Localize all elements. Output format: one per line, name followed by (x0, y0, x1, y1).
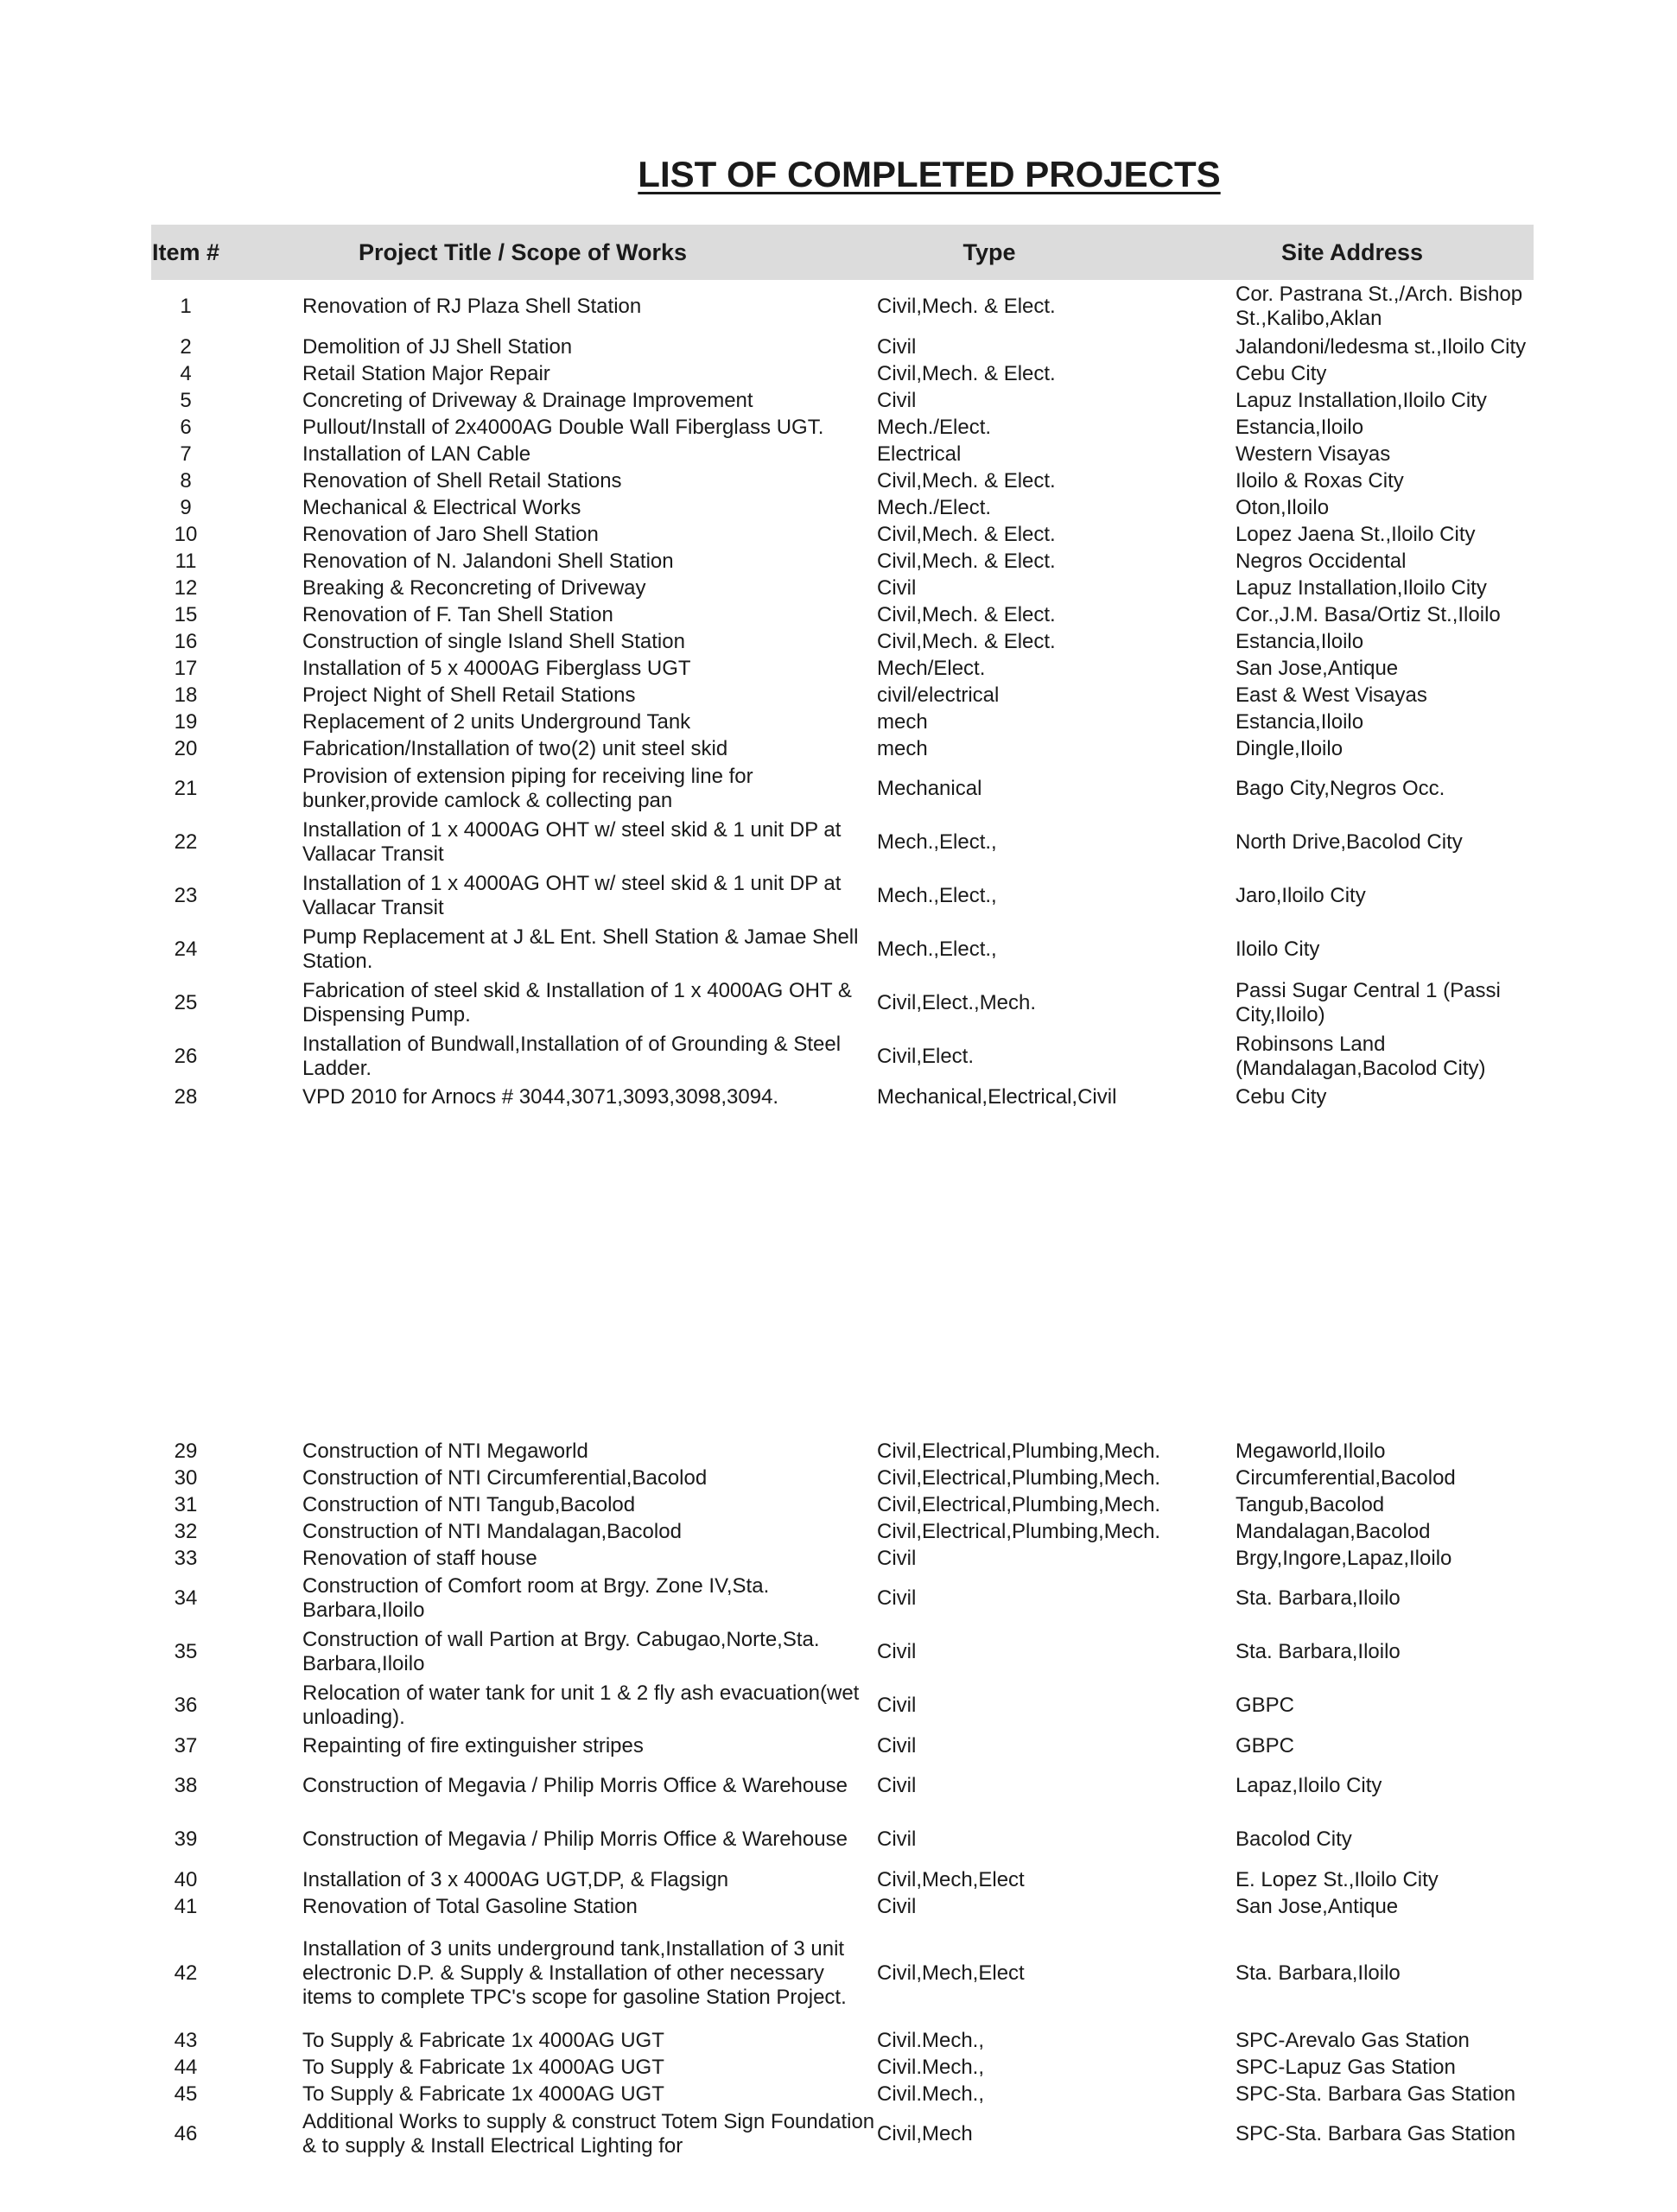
site-address: Lapuz Installation,Iloilo City (1236, 388, 1487, 412)
item-number: 41 (174, 1894, 198, 1918)
table-row (151, 1465, 1534, 1491)
site-address: Megaworld,Iloilo (1236, 1439, 1386, 1463)
project-type: Civil (877, 575, 917, 600)
site-address: Circumferential,Bacolod (1236, 1465, 1456, 1490)
project-title: Replacement of 2 units Underground Tank (302, 709, 691, 734)
project-title: Provision of extension piping for receiving line for bunker,provide camlock & collecting pan (302, 765, 753, 812)
project-type: Civil (877, 1546, 917, 1570)
item-number: 22 (174, 830, 198, 854)
site-address: San Jose,Antique (1236, 656, 1399, 680)
project-title: Construction of NTI Megaworld (302, 1439, 588, 1463)
table-row (151, 575, 1534, 601)
table-row (151, 548, 1534, 575)
item-number: 40 (174, 1867, 198, 1891)
project-type: Mechanical,Electrical,Civil (877, 1084, 1117, 1109)
item-number: 10 (174, 522, 198, 546)
item-number: 21 (174, 777, 198, 800)
item-number: 46 (174, 2122, 198, 2145)
project-title: Fabrication/Installation of two(2) unit steel skid (302, 736, 728, 760)
site-address: Western Visayas (1236, 442, 1391, 466)
table-row (151, 655, 1534, 682)
project-type: Mech./Elect. (877, 415, 992, 439)
table-row (151, 467, 1534, 494)
project-type: Civil,Electrical,Plumbing,Mech. (877, 1519, 1161, 1543)
item-number: 24 (174, 938, 198, 961)
item-number: 38 (174, 1774, 198, 1797)
project-type: Civil (877, 1586, 917, 1610)
project-type: Civil (877, 1894, 917, 1918)
project-type: Civil,Mech. & Elect. (877, 295, 1056, 318)
project-title: Renovation of staff house (302, 1546, 537, 1570)
table-row (151, 1759, 1534, 1813)
site-address: Bacolod City (1236, 1827, 1352, 1851)
table-row (151, 976, 1534, 1030)
project-type: Civil (877, 334, 917, 359)
table-row (151, 628, 1534, 655)
item-number: 23 (174, 884, 198, 907)
item-number: 4 (180, 361, 192, 385)
table-row (151, 1732, 1534, 1759)
site-address: Jaro,Iloilo City (1236, 884, 1366, 907)
site-address: Negros Occidental (1236, 549, 1407, 573)
project-type: Civil,Mech. & Elect. (877, 549, 1056, 573)
item-number: 1 (180, 295, 192, 318)
project-type: Civil.Mech., (877, 2028, 985, 2052)
project-type: Mech./Elect. (877, 495, 992, 519)
site-address: SPC-Lapuz Gas Station (1236, 2055, 1456, 2079)
project-title: Renovation of N. Jalandoni Shell Station (302, 549, 674, 573)
project-title: Additional Works to supply & construct Totem Sign Foundation & to supply & Install Electrical Lighting for (302, 2110, 875, 2158)
item-number: 31 (174, 1492, 198, 1516)
table-row (151, 334, 1534, 360)
project-type: Civil,Electrical,Plumbing,Mech. (877, 1439, 1161, 1463)
project-title: Renovation of Shell Retail Stations (302, 468, 622, 493)
site-address: Tangub,Bacolod (1236, 1492, 1385, 1516)
table-row (151, 762, 1534, 816)
project-type: Mech.,Elect., (877, 938, 997, 961)
site-address: Dingle,Iloilo (1236, 736, 1344, 760)
item-number: 45 (174, 2082, 198, 2106)
table-row (151, 1679, 1534, 1732)
project-type: Civil,Mech. & Elect. (877, 522, 1056, 546)
site-address: Iloilo & Roxas City (1236, 468, 1404, 493)
table-row (151, 1920, 1534, 2027)
item-number: 17 (174, 656, 198, 680)
item-number: 33 (174, 1546, 198, 1570)
site-address: E. Lopez St.,Iloilo City (1236, 1867, 1439, 1891)
project-type: Civil,Mech (877, 2122, 973, 2145)
project-title: Renovation of RJ Plaza Shell Station (302, 295, 642, 318)
table-row (151, 1084, 1534, 1110)
project-type: Civil,Mech,Elect (877, 1961, 1025, 1985)
project-type: Civil,Mech,Elect (877, 1867, 1025, 1891)
project-title: Installation of 3 units underground tank,Installation of 3 unit electronic D.P. & Supply & Installation of other necessary items to complete TPC's scope for gasoline Station Project. (302, 1937, 847, 2009)
item-number: 30 (174, 1465, 198, 1490)
project-title: Concreting of Driveway & Drainage Improvement (302, 388, 753, 412)
table-row (151, 2027, 1534, 2054)
project-title: Repainting of fire extinguisher stripes (302, 1733, 644, 1758)
site-address: Estancia,Iloilo (1236, 629, 1364, 653)
project-type: Civil,Mech. & Elect. (877, 361, 1056, 385)
project-type: Electrical (877, 442, 962, 466)
item-number: 32 (174, 1519, 198, 1543)
project-title: Retail Station Major Repair (302, 361, 550, 385)
site-address: Sta. Barbara,Iloilo (1236, 1961, 1401, 1985)
project-type: Civil (877, 1640, 917, 1663)
item-number: 8 (180, 468, 192, 493)
table-row (151, 1438, 1534, 1465)
table-row (151, 414, 1534, 441)
site-address: Jalandoni/ledesma st.,Iloilo City (1236, 334, 1527, 359)
site-address: Mandalagan,Bacolod (1236, 1519, 1431, 1543)
site-address: Lopez Jaena St.,Iloilo City (1236, 522, 1476, 546)
site-address: GBPC (1236, 1733, 1295, 1758)
item-number: 15 (174, 602, 198, 626)
table-row (151, 2081, 1534, 2107)
project-type: Civil (877, 1733, 917, 1758)
table-row (151, 1866, 1534, 1893)
page-title: LIST OF COMPLETED PROJECTS (638, 154, 1221, 194)
project-title: To Supply & Fabricate 1x 4000AG UGT (302, 2055, 664, 2079)
item-number: 11 (175, 549, 197, 573)
table-row (151, 869, 1534, 923)
table-row (151, 494, 1534, 521)
project-type: Civil.Mech., (877, 2082, 985, 2106)
site-address: Oton,Iloilo (1236, 495, 1330, 519)
project-title: Project Night of Shell Retail Stations (302, 683, 636, 707)
item-number: 26 (174, 1045, 198, 1068)
project-type: Civil,Electrical,Plumbing,Mech. (877, 1465, 1161, 1490)
table-row (151, 441, 1534, 467)
project-type: Civil,Electrical,Plumbing,Mech. (877, 1492, 1161, 1516)
project-type: Civil,Mech. & Elect. (877, 602, 1056, 626)
item-number: 44 (174, 2055, 198, 2079)
project-title: Installation of 5 x 4000AG Fiberglass UGT (302, 656, 691, 680)
site-address: SPC-Arevalo Gas Station (1236, 2028, 1470, 2052)
item-number: 39 (174, 1827, 198, 1851)
site-address: Cebu City (1236, 361, 1327, 385)
table-row (151, 735, 1534, 762)
table-row (151, 601, 1534, 628)
site-address: Sta. Barbara,Iloilo (1236, 1640, 1401, 1663)
project-title: Mechanical & Electrical Works (302, 495, 581, 519)
table-row (151, 1572, 1534, 1625)
project-title: Installation of Bundwall,Installation of of Grounding & Steel Ladder. (302, 1033, 842, 1080)
project-title: Relocation of water tank for unit 1 & 2 fly ash evacuation(wet unloading). (302, 1681, 860, 1729)
project-type: mech (877, 736, 928, 760)
project-title: Construction of Megavia / Philip Morris Office & Warehouse (302, 1827, 848, 1851)
project-title: Construction of wall Partion at Brgy. Cabugao,Norte,Sta. Barbara,Iloilo (302, 1628, 820, 1675)
site-address: SPC-Sta. Barbara Gas Station (1236, 2122, 1516, 2145)
site-address: Sta. Barbara,Iloilo (1236, 1586, 1401, 1610)
project-type: Civil,Elect. (877, 1045, 975, 1068)
item-number: 25 (174, 991, 198, 1014)
item-number: 37 (174, 1733, 198, 1758)
project-title: Construction of NTI Mandalagan,Bacolod (302, 1519, 682, 1543)
site-address: Lapaz,Iloilo City (1236, 1774, 1382, 1797)
item-number: 19 (174, 709, 198, 734)
site-address: East & West Visayas (1236, 683, 1427, 707)
table-row (151, 521, 1534, 548)
project-title: Installation of 3 x 4000AG UGT,DP, & Flagsign (302, 1867, 729, 1891)
table-row (151, 1030, 1534, 1084)
site-address: Cor.,J.M. Basa/Ortiz St.,Iloilo (1236, 602, 1501, 626)
item-number: 16 (174, 629, 198, 653)
item-number: 35 (174, 1640, 198, 1663)
project-title: To Supply & Fabricate 1x 4000AG UGT (302, 2028, 664, 2052)
project-type: civil/electrical (877, 683, 1000, 707)
table-row (151, 682, 1534, 709)
project-type: Civil (877, 1827, 917, 1851)
site-address: GBPC (1236, 1694, 1295, 1717)
site-address: North Drive,Bacolod City (1236, 830, 1463, 854)
table-row (151, 816, 1534, 869)
item-number: 28 (174, 1084, 198, 1109)
table-row (151, 2107, 1534, 2161)
project-title: Construction of NTI Circumferential,Bacolod (302, 1465, 708, 1490)
site-address: Cor. Pastrana St.,/Arch. Bishop St.,Kalibo,Aklan (1236, 283, 1523, 330)
table-row (151, 1518, 1534, 1545)
item-number: 12 (174, 575, 198, 600)
item-number: 42 (174, 1961, 198, 1985)
project-type: Mechanical (877, 777, 982, 800)
table-row (151, 709, 1534, 735)
item-number: 6 (180, 415, 192, 439)
table-row (151, 1491, 1534, 1518)
project-type: mech (877, 709, 928, 734)
project-title: To Supply & Fabricate 1x 4000AG UGT (302, 2082, 664, 2106)
item-number: 5 (180, 388, 192, 412)
item-number: 9 (180, 495, 192, 519)
item-number: 7 (180, 442, 192, 466)
project-type: Mech.,Elect., (877, 830, 997, 854)
project-type: Civil (877, 1694, 917, 1717)
project-title: Installation of 1 x 4000AG OHT w/ steel skid & 1 unit DP at Vallacar Transit (302, 818, 842, 866)
item-number: 34 (174, 1586, 198, 1610)
item-number: 20 (174, 736, 198, 760)
project-title: Renovation of F. Tan Shell Station (302, 602, 613, 626)
header-site-address: Site Address (1280, 238, 1424, 265)
project-type: Civil (877, 1774, 917, 1797)
project-title: Pump Replacement at J &L Ent. Shell Station & Jamae Shell Station. (302, 925, 859, 973)
table-row (151, 1625, 1534, 1679)
table-row (151, 1545, 1534, 1572)
project-table-part-2 (151, 1438, 1534, 2161)
header-type: Type (962, 238, 1016, 265)
site-address: SPC-Sta. Barbara Gas Station (1236, 2082, 1516, 2106)
project-type: Civil.Mech., (877, 2055, 985, 2079)
project-title: Installation of 1 x 4000AG OHT w/ steel skid & 1 unit DP at Vallacar Transit (302, 872, 842, 919)
table-header (151, 225, 1534, 280)
table-row (151, 280, 1534, 334)
item-number: 2 (180, 334, 192, 359)
site-address: Brgy,Ingore,Lapaz,Iloilo (1236, 1546, 1452, 1570)
project-type: Civil,Mech. & Elect. (877, 468, 1056, 493)
table-row (151, 360, 1534, 387)
project-type: Civil,Elect.,Mech. (877, 991, 1037, 1014)
header-project-title: Project Title / Scope of Works (358, 238, 688, 265)
project-title: Construction of NTI Tangub,Bacolod (302, 1492, 636, 1516)
item-number: 43 (174, 2028, 198, 2052)
table-row (151, 923, 1534, 976)
project-type: Mech.,Elect., (877, 884, 997, 907)
table-row (151, 1813, 1534, 1866)
project-type: Civil (877, 388, 917, 412)
project-title: Demolition of JJ Shell Station (302, 334, 573, 359)
site-address: Estancia,Iloilo (1236, 709, 1364, 734)
project-title: Fabrication of steel skid & Installation of 1 x 4000AG OHT & Dispensing Pump. (302, 979, 852, 1027)
site-address: Robinsons Land (Mandalagan,Bacolod City) (1236, 1033, 1486, 1080)
project-title: Construction of single Island Shell Station (302, 629, 685, 653)
item-number: 18 (174, 683, 198, 707)
item-number: 29 (174, 1439, 198, 1463)
table-row (151, 387, 1534, 414)
table-row (151, 2054, 1534, 2081)
project-table-part-1 (151, 280, 1534, 1110)
project-title: Pullout/Install of 2x4000AG Double Wall Fiberglass UGT. (302, 415, 824, 439)
project-title: VPD 2010 for Arnocs # 3044,3071,3093,3098,3094. (302, 1084, 779, 1109)
project-title: Construction of Megavia / Philip Morris Office & Warehouse (302, 1774, 848, 1797)
project-type: Civil,Mech. & Elect. (877, 629, 1056, 653)
site-address: Lapuz Installation,Iloilo City (1236, 575, 1487, 600)
site-address: Estancia,Iloilo (1236, 415, 1364, 439)
site-address: Cebu City (1236, 1084, 1327, 1109)
table-row (151, 1893, 1534, 1920)
project-type: Mech/Elect. (877, 656, 986, 680)
project-title: Installation of LAN Cable (302, 442, 531, 466)
project-title: Construction of Comfort room at Brgy. Zone IV,Sta. Barbara,Iloilo (302, 1574, 770, 1622)
site-address: Bago City,Negros Occ. (1236, 777, 1445, 800)
project-title: Renovation of Total Gasoline Station (302, 1894, 638, 1918)
site-address: San Jose,Antique (1236, 1894, 1399, 1918)
item-number: 36 (174, 1694, 198, 1717)
header-item-number: Item # (151, 239, 220, 265)
project-title: Renovation of Jaro Shell Station (302, 522, 599, 546)
site-address: Passi Sugar Central 1 (Passi City,Iloilo) (1236, 979, 1501, 1027)
project-title: Breaking & Reconcreting of Driveway (302, 575, 646, 600)
site-address: Iloilo City (1236, 938, 1320, 961)
